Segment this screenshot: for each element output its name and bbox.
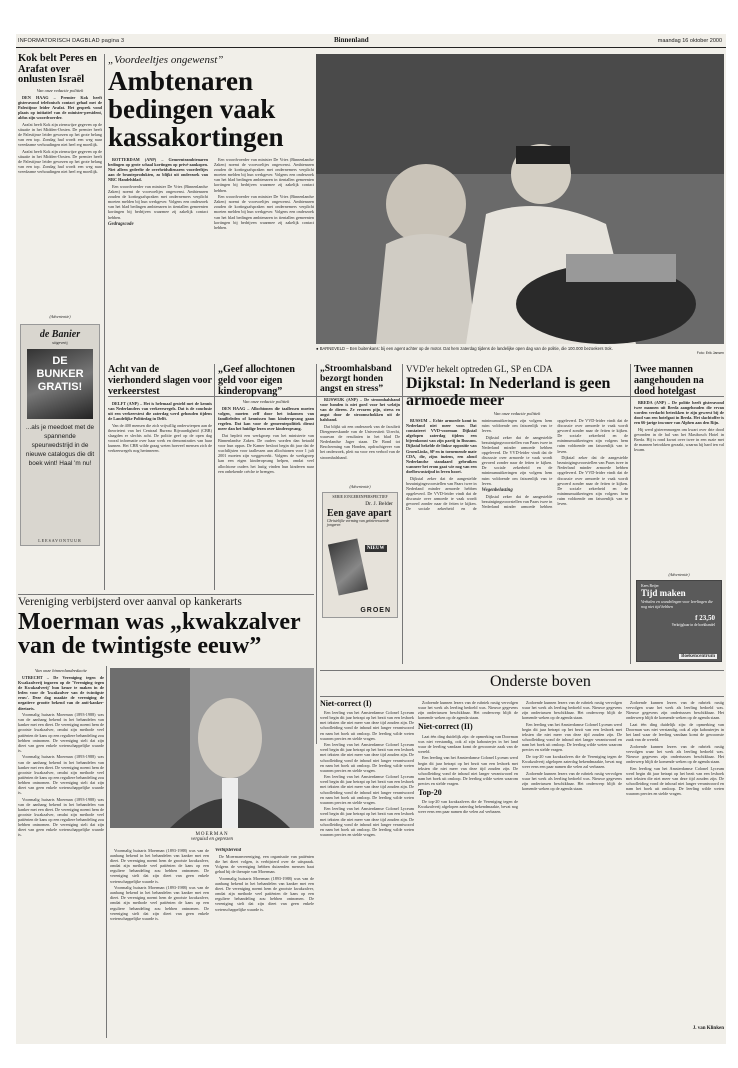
article-title: Kok belt Peres en Arafat over onlusten Israël — [18, 53, 97, 86]
portrait-image — [110, 668, 314, 828]
ad-brand: de Banier — [39, 329, 81, 340]
column-rule — [630, 364, 631, 664]
column-rule — [316, 364, 317, 744]
article-kicker: Vereniging verbijsterd over aanval op kankerarts — [18, 596, 242, 608]
ad-subtitle: Christelijke vorming van geïnteresseerde jongeren — [327, 519, 390, 527]
article-peres — [18, 54, 102, 176]
article-lead: BREDA (ANP) – De politie heeft gisteravond twee mannen uit Breda aangehouden die ervan worden verdacht betrokken te zijn geweest bij de dood van een hotelgast in Breda. Het slachtoffer is een 66-jarige inwoner van Alphen aan den Rijn. — [634, 400, 724, 426]
section-rule — [320, 670, 724, 671]
column-author: J. van Klinken — [692, 1026, 724, 1031]
article-hotel — [634, 364, 724, 520]
ad-label: (Advertentie) — [668, 572, 690, 577]
page-header — [16, 34, 726, 48]
article-body: Dat bepleit een werkgroep van het ministerie van Binnenlandse Zaken. De ouders worden dan betaald voor hun oppas. De Kamer besloot begin dit jaar dat de wachtlijsten voor taallessen aan allochtonen voor 1 juli 2001 moeten zijn weggewerkt. Volgens de werkgroep kan een eigen kinderopvang helpen, omdat veel allochtone ouders het lastig vinden hun kinderen naar een onbekende crèche te brengen. — [218, 432, 314, 474]
article-body: De Moermanvereniging, een organisatie van patiënten die het dieet volgen, is verbijsterd over de uitspraak. Volgens de vereniging hebben duizenden mensen baat gehad bij de therapie van Moerman. — [215, 854, 314, 875]
column-body: Laat één ding duidelijk zijn: de opmerking van Doorman was niet verstandig, ook al zijn kabouterjes in het land waar de leerling vandaan komt de gewoonste zaak van de wereld. — [418, 733, 518, 754]
column-body: Laat één ding duidelijk zijn: de opmerking van Doorman was niet verstandig, ook al zijn kabouterjes in het land waar de leerling vandaan komt de gewoonste zaak van de wereld. — [626, 721, 724, 743]
ad-text: ...als je meedoet met de spannende speurwedstrijd in de nieuwe catalogus die dit boek wint! Haal 'm nu! — [25, 424, 95, 467]
article-title: Acht van de vierhonderd slagen voor verkeerstest — [108, 364, 212, 397]
photo-caption: ● BARNEVELD – Een buitenkans: bij een agent achter op de motor. Dat hem zaterdag tijdens de landelijke open dag van de politie, die 100.000 bezoekers trok. — [316, 346, 613, 351]
ad-author: Dr. J. Belder — [365, 501, 393, 507]
ad-top: Kees Beijer — [641, 584, 659, 588]
column-body: Zodoende kunnen lezers van de rubriek rustig vervolgen waar het werk als leerling bedoeld was. Nieuwe gegevens zijn ondertussen beschikbaar. Het onderwerp blijft de komende weken op de agenda staan. — [418, 700, 518, 721]
column-body: Een leerling van het Amsterdamse Colonel Lyceum werd begin dit jaar betrapt op het bezit van een lesboek met teksten die niet meer van deze tijd zouden zijn. De schoolleiding vond de inhoud niet langer verantwoord en nam het boek uit omloop. De leerling wilde weten waarom precies en stelde vragen. — [320, 742, 414, 773]
article-allochtonen — [218, 364, 314, 568]
article-body: Van de 400 mensen die zich vrijwillig onderwierpen aan de theorietest van het Centraal Bureau Rijvaardigheid (CBR) slaagden er slechts acht. De politie geef op de open dag vooral informatie over haar werk en demonstraties van haar kunnen. Het CBR wilde graag weten hoeveel mensen zich de verkeersregels nog herinneren. — [108, 422, 212, 454]
article-title: „Stroomhalsband bezorgt honden angst en stress” — [320, 364, 392, 394]
column-rule — [104, 54, 105, 590]
ad-headline: DE BUNKER GRATIS! — [27, 349, 93, 419]
article-body: Dijkstal zeker dat de aangestelde bezuinigingsvoorstellen van Paars twee in Nederland minder armoede hebben opgeleverd. De VVD-leider vindt dat de discussie over armoede te vaak wordt gevoerd zonder naar de feiten te kijken. De sociale zekerheid en de minimumuitkeringen zijn volgens hem ruim voldoende om fatsoenlijk van te leven. — [481, 418, 628, 509]
photo-police-motorcycle — [316, 54, 724, 344]
article-moerman-head — [18, 596, 314, 658]
article-subhead: Verbijsterend — [215, 848, 242, 853]
column-subtitle: Top-20 — [418, 787, 442, 797]
ad-sub: Verhalen en wandelingen voor leerlingen die nog niet tijd hebben — [641, 599, 713, 609]
column-title: Onderste boven — [490, 673, 591, 690]
article-moerman-continued — [110, 848, 314, 1036]
article-subhead: Wegenbelasting — [481, 487, 513, 493]
ad-label: (Advertentie) — [349, 484, 371, 489]
article-title: „Geef allochtonen geld voor eigen kinderopvang” — [218, 364, 295, 397]
article-title: Twee mannen aangehouden na dood hotelgast — [634, 364, 704, 397]
column-body: Zodoende kunnen lezers van de rubriek rustig vervolgen waar het werk als leerling bedoeld was. Nieuwe gegevens zijn ondertussen beschikbaar. Het onderwerp blijft de komende weken op de agenda staan. — [522, 770, 622, 791]
book-cover-image — [328, 538, 368, 595]
photo-credit: Foto: Erik Jansen — [696, 351, 724, 355]
article-body: Dijkstal zeker dat de aangestelde bezuinigingsvoorstellen van Paars twee in Nederland minder armoede hebben opgeleverd. De VVD-leider vindt dat de discussie over armoede te vaak wordt gevoerd zonder naar de feiten te kijken. De sociale zekerheid en de minimumuitkeringen zijn volgens hem ruim voldoende om fatsoenlijk van te leven. — [481, 434, 553, 486]
column-body: Een leerling van het Amsterdamse Colonel Lyceum werd begin dit jaar betrapt op het bezit van een lesboek met teksten die niet meer van deze tijd zouden zijn. De schoolleiding vond de inhoud niet langer verantwoord en nam het boek uit omloop. De leerling wilde weten waarom precies en stelde vragen. — [418, 755, 518, 786]
article-body: Voormalig huisarts Moerman (1893-1988) was van de aanhang bekend in het behandelen van kanker met een dieet. De vereniging noemt hem de grootste kwakzalver, omdat zijn methode veel patiënten de kans op een reguliere behandeling zou hebben ontnomen. De vereniging stelt dat zijn dieet van geen enkele wetenschappelijke waarde is. — [18, 712, 104, 753]
article-body: Dijkstal zeker dat de aangestelde bezuinigingsvoorstellen van Paars twee in Nederland minder armoede hebben opgeleverd. De VVD-leider vindt dat de discussie over armoede te vaak wordt gevoerd zonder naar de feiten te kijken. De sociale zekerheid en de minimumuitkeringen zijn volgens hem ruim voldoende om fatsoenlijk van te leven. — [406, 418, 553, 512]
ad-badge: NIEUW — [367, 546, 385, 551]
ad-tijd-maken[interactable] — [636, 580, 722, 662]
article-body: Voormalig huisarts Moerman (1893-1988) was van de aanhang bekend in het behandelen van kanker met een dieet. De vereniging noemt hem de grootste kwakzalver, omdat zijn methode veel patiënten de kans op een reguliere behandeling zou hebben ontnomen. De vereniging stelt dat zijn dieet van geen enkele wetenschappelijke waarde is. — [18, 754, 104, 796]
article-byline: Van onze redactie politiek — [36, 88, 84, 94]
column-rule — [106, 666, 107, 1038]
column-body: Een leerling van het Amsterdamse Colonel Lyceum werd begin dit jaar betrapt op het bezit van een lesboek met teksten die niet meer van deze tijd zouden zijn. De schoolleiding vond de inhoud niet langer verantwoord en nam het boek uit omloop. De leerling wilde weten waarom precies en stelde vragen. — [320, 774, 414, 805]
column-body: De top-20 van kwakzalvers die de Vereniging tegen de Kwakzalverij afgelopen zaterdag bekendmaakte, bevat nog weer eens een paar namen die velen zal verbazen. — [522, 753, 622, 770]
article-body: Voormalig huisarts Moerman (1893-1988) was van de aanhang bekend in het behandelen van kanker met een dieet. De vereniging noemt hem de grootste kwakzalver, omdat zijn methode veel patiënten de kans op een reguliere behandeling zou hebben ontnomen. De vereniging stelt dat zijn dieet van geen enkele wetenschappelijke waarde is. — [110, 848, 209, 884]
article-lead: UTRECHT – De Vereniging tegen de Kwakzalverij ingaven op de 'Vereniging tegen de Kwakzalverij' hun keuze te maken in de leden voor de 'kwakzalver van de twintigste eeuw'. Deze dag maakte de vereniging de negatieve grootte bekend van de anti-kanker-dieetarts. — [18, 675, 104, 711]
article-body: Dijkstal zeker dat de aangestelde bezuinigingsvoorstellen van Paars twee in Nederland minder armoede hebben opgeleverd. De VVD-leider vindt dat de discussie over armoede te vaak wordt gevoerd zonder naar de feiten te kijken. De sociale zekerheid en de minimumuitkeringen zijn volgens hem ruim voldoende om fatsoenlijk van te leven. — [557, 455, 628, 506]
article-lead: BUSSUM – Echte armoede komt in Nederland niet meer voor. Dat constateert VVD-voorman Dijkstal afgelopen zaterdag tijdens een bijeenkomst van zijn partij in Bussum. Dijkstal hekelde de linkse oppositie van GroenLinks, SP en in toenemende mate CDA, die, zijns inziens, een aloud Nederlandse standaard gebruiken wanneer het erom gaat wie nog van een doelbewustzijnd in leven hoort. — [406, 418, 477, 474]
caption-name: MOERMAN — [195, 832, 229, 837]
column-body: De top-20 van kwakzalvers die de Vereniging tegen de Kwakzalverij afgelopen zaterdag bekendmaakte, bevat nog weer eens een paar namen die velen zal verbazen. — [418, 799, 518, 815]
column-onderste-3 — [522, 700, 622, 1036]
column-body: Zodoende kunnen lezers van de rubriek rustig vervolgen waar het werk als leerling bedoeld was. Nieuwe gegevens zijn ondertussen beschikbaar. Het onderwerp blijft de komende weken op de agenda staan. — [626, 700, 724, 721]
newspaper-page — [16, 34, 726, 1044]
article-body: Voormalig huisarts Moerman (1893-1988) was van de aanhang bekend in het behandelen van kanker met een dieet. De vereniging noemt hem de grootste kwakzalver, omdat zijn methode veel patiënten de kans op een reguliere behandeling zou hebben ontnomen. De vereniging stelt dat zijn dieet van geen enkele wetenschappelijke waarde is. — [110, 885, 209, 921]
article-ambtenaren — [108, 54, 314, 353]
article-body: Voormalig huisarts Moerman (1893-1988) was van de aanhang bekend in het behandelen van kanker met een dieet. De vereniging noemt hem de grootste kwakzalver, omdat zijn methode veel patiënten de kans op een reguliere behandeling zou hebben ontnomen. De vereniging stelt dat zijn dieet van geen enkele wetenschappelijke waarde is. — [215, 875, 314, 912]
article-title: Ambtenaren bedingen vaak kassakortingen — [108, 66, 284, 152]
article-body: Een woordvoerder van minister De Vries (Binnenlandse Zaken) noemt de voorvoeltjes ongewenst. Ambtenaren zouden de kortingsafspraken met ondernemers verplicht moeten melden bij hun werkgever. Volgens een onderzoek van het blad bedingen ambtenaren in tientallen gemeenten kortingen bij bedrijven waarmee zij zakelijk contact hebben. — [108, 183, 208, 220]
article-lead: DEN HAAG – Premier Kok heeft gisteravond telefonisch contact gehad met de Palestijnse leider Arafat. Het gesprek vond plaats op initiatief van de minister-president, aldus zijn woordvoerder. — [18, 95, 102, 121]
moerman-caption — [110, 832, 314, 842]
column-body: Een leerling van het Amsterdamse Colonel Lyceum werd begin dit jaar betrapt op het bezit van een lesboek met teksten die niet meer van deze tijd zouden zijn. De schoolleiding vond de inhoud niet langer verantwoord en nam het boek uit omloop. De leerling wilde weten waarom precies en stelde vragen. — [522, 721, 622, 753]
ad-banier[interactable] — [20, 324, 100, 546]
article-lead: RIJSWIJK (ANP) – De stroomhalsband voor honden is niet goed voor het welzijn van de dieren. Ze ervaren pijn, stress en angst door de stroomschokken uit de halsband. — [320, 397, 400, 423]
article-title: Moerman was „kwakzalver van de twintigste eeuw” — [18, 609, 301, 659]
column-body: Zodoende kunnen lezers van de rubriek rustig vervolgen waar het werk als leerling bedoeld was. Nieuwe gegevens zijn ondertussen beschikbaar. Het onderwerp blijft de komende weken op de agenda staan. — [522, 700, 622, 721]
moerman-photo — [110, 668, 314, 828]
ad-title: Tijd maken — [641, 588, 686, 598]
ad-brand: GROEN — [360, 607, 391, 614]
ad-brand: Boekencentrum — [681, 654, 715, 659]
column-rule — [402, 364, 403, 664]
column-rule — [214, 364, 215, 590]
section-rule — [18, 594, 314, 595]
ad-price: f 23,50 — [695, 614, 715, 622]
column-body: Zodoende kunnen lezers van de rubriek rustig vervolgen waar het werk als leerling bedoeld was. Nieuwe gegevens zijn ondertussen beschikbaar. Het onderwerp blijft de komende weken op de agenda staan. — [626, 743, 724, 765]
ad-footer: LEESAVONTUUR — [38, 538, 82, 543]
caption-text: verguisd en geprezen — [190, 837, 234, 842]
ad-brand-sub: uitgeverij — [52, 340, 68, 345]
article-verkeer — [108, 364, 212, 569]
article-lead: DELFT (ANP) – Het is helemaal gesteld met de kennis van Nederlanders van verkeersregels. Dat is de conclusie uit een verkeerstest die zaterdag werd gehouden tijdens de Landelijke Politiedag in Delft. — [108, 401, 212, 422]
header-publication: INFORMATORISCH DAGBLAD pagina 3 — [18, 38, 125, 44]
column-onderste-2 — [418, 700, 518, 1036]
ad-cta: Verkrijgbaar in de boekhandel — [671, 623, 715, 627]
article-kicker: „Voordeeltjes ongewenst” — [108, 54, 224, 66]
article-body: Arafat heeft Kok zijn zienswijze gegeven op de situatie in het Midden-Oosten. De premier heeft de Palestijnse leider gewezen op het grote belang van een top. Zondag had wordt een weg naar vreedzame verhoudingen niet heel erg moeilijk. — [18, 122, 102, 148]
main-photo — [316, 54, 724, 344]
section-rule — [320, 696, 724, 697]
article-byline: Van onze redactie politiek — [493, 411, 541, 416]
column-body: Een leerling van het Amsterdamse Colonel Lyceum werd begin dit jaar betrapt op het bezit van een lesboek met teksten die niet meer van deze tijd zouden zijn. De schoolleiding vond de inhoud niet langer verantwoord en nam het boek uit omloop. De leerling wilde weten waarom precies en stelde vragen. — [626, 765, 724, 797]
article-moerman — [18, 666, 104, 1044]
column-subtitle: Niet-correct (II) — [418, 722, 473, 732]
article-kicker: VVD'er hekelt optreden GL, SP en CDA — [406, 364, 553, 374]
ad-groen[interactable] — [322, 492, 398, 618]
column-subtitle: Niet-correct (I) — [320, 699, 372, 708]
column-niet-correct — [320, 700, 414, 1040]
article-dijkstal — [406, 364, 628, 642]
column-body: Een leerling van het Amsterdamse Colonel Lyceum werd begin dit jaar betrapt op het bezit van een lesboek met teksten die niet meer van deze tijd zouden zijn. De schoolleiding vond de inhoud niet langer verantwoord en nam het boek uit omloop. De leerling wilde weten waarom precies en stelde vragen. — [320, 806, 414, 837]
article-lead: ROTTERDAM (ANP) – Gemeenteambtenaren bedingen op grote schaal kortingen op privé-aankopen. Niet alleen gedeelte de overheidsdienaren voordeeltjes aan de beauteprodukten, zo blijkt uit onderzoek van NRC Handelsblad. — [108, 157, 208, 183]
article-body: Hij werd gisterenmorgen om kwart over drie dood gevonden in de hal van het Mastbosch Hotel in Breda. Hij is rond kwart over twee in een ruzie met de mannen betrokken geraakt, waarna hij hard ten val kwam. — [634, 426, 724, 453]
header-section: Binnenland — [334, 36, 369, 44]
column-onderste-4 — [626, 700, 724, 1031]
header-date: maandag 16 oktober 2000 — [657, 38, 722, 44]
article-byline: Van onze redactie politiek — [242, 399, 290, 404]
article-subhead: Gedragscode — [108, 221, 134, 227]
article-stroomhalsband — [320, 364, 400, 475]
column-body: Een leerling van het Amsterdamse Colonel Lyceum werd begin dit jaar betrapt op het bezit van een lesboek met teksten die niet meer van deze tijd zouden zijn. De schoolleiding vond de inhoud niet langer verantwoord en nam het boek uit omloop. De leerling wilde weten waarom precies en stelde vragen. — [320, 710, 414, 741]
article-title: Dijkstal: In Nederland is geen armoede meer — [406, 375, 611, 409]
article-lead: DEN HAAG – Allochtonen die taallessen moeten volgen, moeten zelf door het inkomen van familieleden of kennissen hun kinderopvang gaan regelen. Dat kan voor de gemeentepolitiek dienst meer dan het huidige lezen over kinderopvang. — [218, 406, 314, 432]
ad-label: (Advertentie) — [49, 314, 71, 319]
article-body: Dat blijkt uit een onderzoek van de faculteit Diergeneeskunde van de Universiteit Utrecht, waarvan de resultaten in het blad De Nederlandse Jager staan. De Bond tot Bescherming van Honden, opdrachtgever van het onderzoek, pleit nu voor een verbod van de stroomhalsband. — [320, 423, 400, 460]
article-body: Voormalig huisarts Moerman (1893-1988) was van de aanhang bekend in het behandelen van kanker met een dieet. De vereniging noemt hem de grootste kwakzalver, omdat zijn methode veel patiënten de kans op een reguliere behandeling zou hebben ontnomen. De vereniging stelt dat zijn dieet van geen enkele wetenschappelijke waarde is. — [18, 796, 104, 838]
ad-headline: Een gave apart — [327, 508, 392, 519]
article-body: Arafat heeft Kok zijn zienswijze gegeven op de situatie in het Midden-Oosten. De premier heeft de Palestijnse leider gewezen op het grote belang van een top. Zondag had wordt een weg naar vreedzame verhoudingen niet heel erg moeilijk. — [18, 149, 102, 175]
article-body: Een woordvoerder van minister De Vries (Binnenlandse Zaken) noemt de voorvoeltjes ongewenst. Ambtenaren zouden de kortingsafspraken met ondernemers verplicht moeten melden bij hun werkgever. Volgens een onderzoek van het blad bedingen ambtenaren in tientallen gemeenten kortingen bij bedrijven waarmee zij zakelijk contact hebben. — [214, 194, 314, 230]
article-byline: Van onze binnenlandredactie — [34, 668, 88, 673]
ad-top: SERIE JONGERENPERSPECTIEF — [332, 495, 388, 499]
article-body: Een woordvoerder van minister De Vries (Binnenlandse Zaken) noemt de voorvoeltjes ongewenst. Ambtenaren zouden de kortingsafspraken met ondernemers verplicht moeten melden bij hun werkgever. Volgens een onderzoek van het blad bedingen ambtenaren in tientallen gemeenten kortingen bij bedrijven waarmee zij zakelijk contact hebben. — [214, 157, 314, 193]
